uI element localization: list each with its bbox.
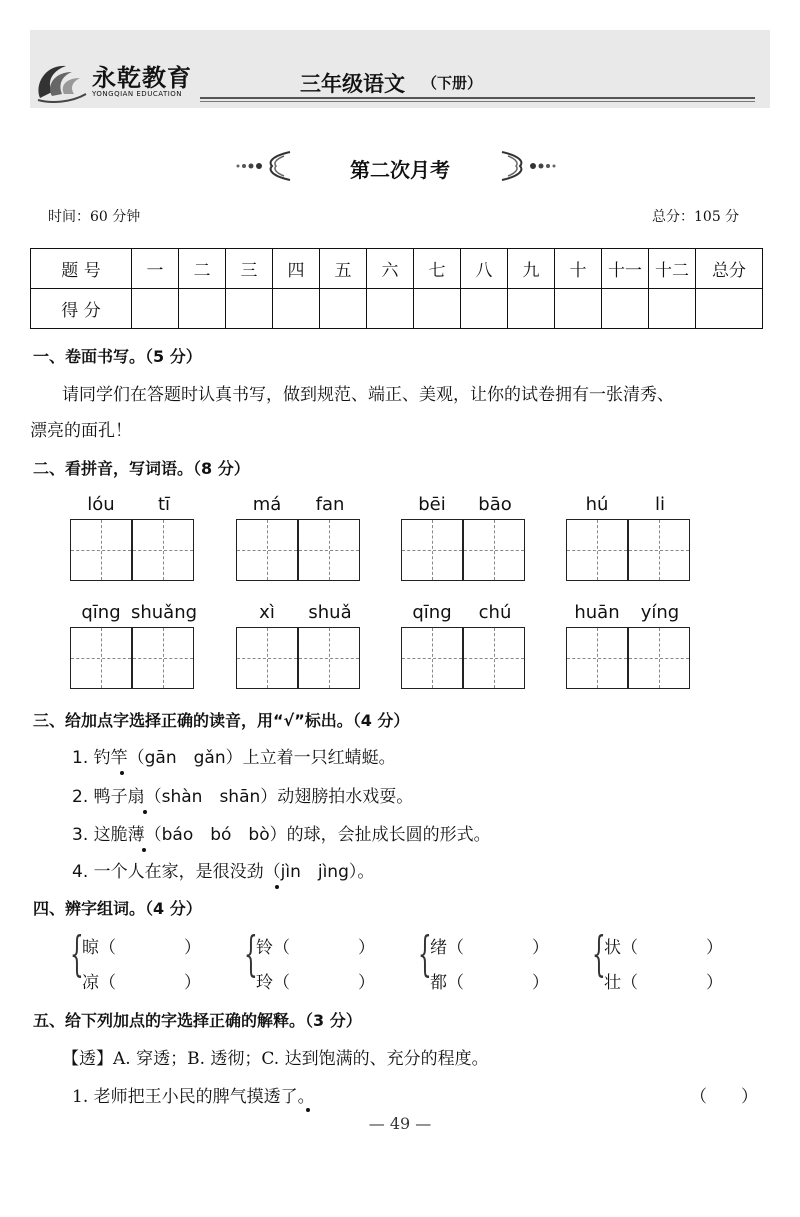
pinyin-label: yíng — [640, 602, 680, 623]
table-header-cell: 九 — [508, 249, 555, 289]
question-item: 4. 一个人在家，是很没劲（jìn jìng）。 — [72, 862, 375, 882]
logo-text: 永乾教育 — [92, 63, 192, 92]
table-header-cell: 八 — [461, 249, 508, 289]
score-cell[interactable] — [696, 289, 763, 329]
question-item: 1. 老师把王小民的脾气摸透了。 — [72, 1087, 315, 1107]
word-group-item: 绪（ ） — [430, 938, 549, 958]
score-cell[interactable] — [132, 289, 179, 329]
score-cell[interactable] — [367, 289, 414, 329]
section1-heading: 一、卷面书写。（5 分） — [33, 347, 202, 366]
section2-heading: 二、看拼音，写词语。（8 分） — [33, 459, 250, 478]
pinyin-label: xì — [259, 602, 275, 623]
writing-box[interactable] — [298, 519, 360, 581]
question-item: 2. 鸭子扇（shàn shān）动翅膀拍水戏耍。 — [72, 787, 414, 807]
score-cell[interactable] — [649, 289, 696, 329]
brace-icon: { — [70, 926, 84, 982]
score-cell[interactable] — [602, 289, 649, 329]
score-table-header-row — [31, 249, 763, 289]
pinyin-label: shuǎ — [308, 602, 352, 623]
pinyin-label: hú — [585, 494, 609, 515]
pinyin-label: li — [654, 494, 665, 515]
writing-box[interactable] — [463, 627, 525, 689]
score-cell[interactable] — [320, 289, 367, 329]
score-cell[interactable] — [273, 289, 320, 329]
writing-box[interactable] — [132, 519, 194, 581]
table-header-cell: 十 — [555, 249, 602, 289]
table-header-cell: 一 — [132, 249, 179, 289]
score-cell[interactable] — [508, 289, 555, 329]
total-score-label: 总分：105 分 — [652, 209, 740, 225]
pinyin-label: má — [252, 494, 282, 515]
table-header-cell: 三 — [226, 249, 273, 289]
brace-icon: { — [418, 926, 432, 982]
table-header-cell: 二 — [179, 249, 226, 289]
writing-box[interactable] — [236, 627, 298, 689]
writing-box[interactable] — [463, 519, 525, 581]
table-header-cell: 五 — [320, 249, 367, 289]
definition-text: 【透】A. 穿透；B. 透彻；C. 达到饱满的、充分的程度。 — [62, 1049, 489, 1069]
table-header-cell: 总分 — [696, 249, 763, 289]
section1-text-line2: 漂亮的面孔！ — [30, 421, 132, 441]
writing-box[interactable] — [401, 627, 463, 689]
writing-box[interactable] — [236, 519, 298, 581]
table-header-cell: 十一 — [602, 249, 649, 289]
section3-heading: 三、给加点字选择正确的读音，用“√”标出。（4 分） — [33, 711, 410, 730]
score-cell[interactable] — [461, 289, 508, 329]
pinyin-label: qīng — [81, 602, 121, 623]
time-label: 时间：60 分钟 — [48, 209, 141, 225]
table-header-cell: 题 号 — [31, 249, 132, 289]
page-number: — 49 — — [368, 1114, 432, 1133]
emphasis-dot — [275, 885, 279, 889]
pinyin-label: bēi — [418, 494, 446, 515]
pinyin-label: bāo — [478, 494, 512, 515]
table-header-cell: 得 分 — [31, 289, 132, 329]
writing-box[interactable] — [70, 627, 132, 689]
emphasis-dot — [142, 848, 146, 852]
score-table — [30, 248, 763, 329]
score-cell[interactable] — [414, 289, 461, 329]
writing-box[interactable] — [628, 519, 690, 581]
writing-box[interactable] — [298, 627, 360, 689]
word-group-item: 凉（ ） — [82, 973, 201, 993]
word-group-item: 壮（ ） — [604, 973, 723, 993]
header-title: 三年级语文 — [300, 72, 405, 96]
writing-box[interactable] — [566, 627, 628, 689]
section5-heading: 五、给下列加点的字选择正确的解释。（3 分） — [33, 1011, 362, 1030]
table-header-cell: 十二 — [649, 249, 696, 289]
logo-english-text: YONGQIAN EDUCATION — [92, 90, 183, 98]
header-divider — [200, 97, 755, 99]
section1-text-line1: 请同学们在答题时认真书写，做到规范、端正、美观，让你的试卷拥有一张清秀、 — [62, 385, 674, 405]
section4-heading: 四、辨字组词。（4 分） — [33, 899, 202, 918]
header-divider-thin — [200, 101, 755, 102]
pinyin-label: lóu — [87, 494, 115, 515]
word-group-item: 状（ ） — [604, 938, 723, 958]
emphasis-dot — [306, 1108, 310, 1112]
pinyin-label: huān — [574, 602, 620, 623]
pinyin-label: fan — [315, 494, 345, 515]
logo-swirl-icon — [32, 58, 88, 104]
writing-box[interactable] — [70, 519, 132, 581]
pinyin-label: tī — [157, 494, 171, 515]
question-item: 1. 钓竿（gān gǎn）上立着一只红蜻蜓。 — [72, 748, 396, 768]
brace-icon: { — [592, 926, 606, 982]
score-cell[interactable] — [555, 289, 602, 329]
writing-box[interactable] — [132, 627, 194, 689]
answer-parentheses[interactable]: （ ） — [690, 1087, 758, 1107]
brace-icon: { — [244, 926, 258, 982]
writing-box[interactable] — [628, 627, 690, 689]
pinyin-label: chú — [478, 602, 512, 623]
word-group-item: 晾（ ） — [82, 938, 201, 958]
emphasis-dot — [120, 771, 124, 775]
pinyin-label: shuǎng — [130, 602, 198, 623]
writing-box[interactable] — [566, 519, 628, 581]
score-cell[interactable] — [179, 289, 226, 329]
table-header-cell: 四 — [273, 249, 320, 289]
word-group-item: 玲（ ） — [256, 973, 375, 993]
pinyin-label: qīng — [412, 602, 452, 623]
score-cell[interactable] — [226, 289, 273, 329]
table-header-cell: 七 — [414, 249, 461, 289]
writing-box[interactable] — [401, 519, 463, 581]
header-subtitle: （下册） — [422, 74, 483, 92]
emphasis-dot — [143, 810, 147, 814]
word-group-item: 都（ ） — [430, 973, 549, 993]
exam-title: 第二次月考 — [350, 158, 450, 182]
word-group-item: 铃（ ） — [256, 938, 375, 958]
table-header-cell: 六 — [367, 249, 414, 289]
question-item: 3. 这脆薄（báo bó bò）的球，会扯成长圆的形式。 — [72, 825, 491, 845]
score-table-input-row — [31, 289, 763, 329]
